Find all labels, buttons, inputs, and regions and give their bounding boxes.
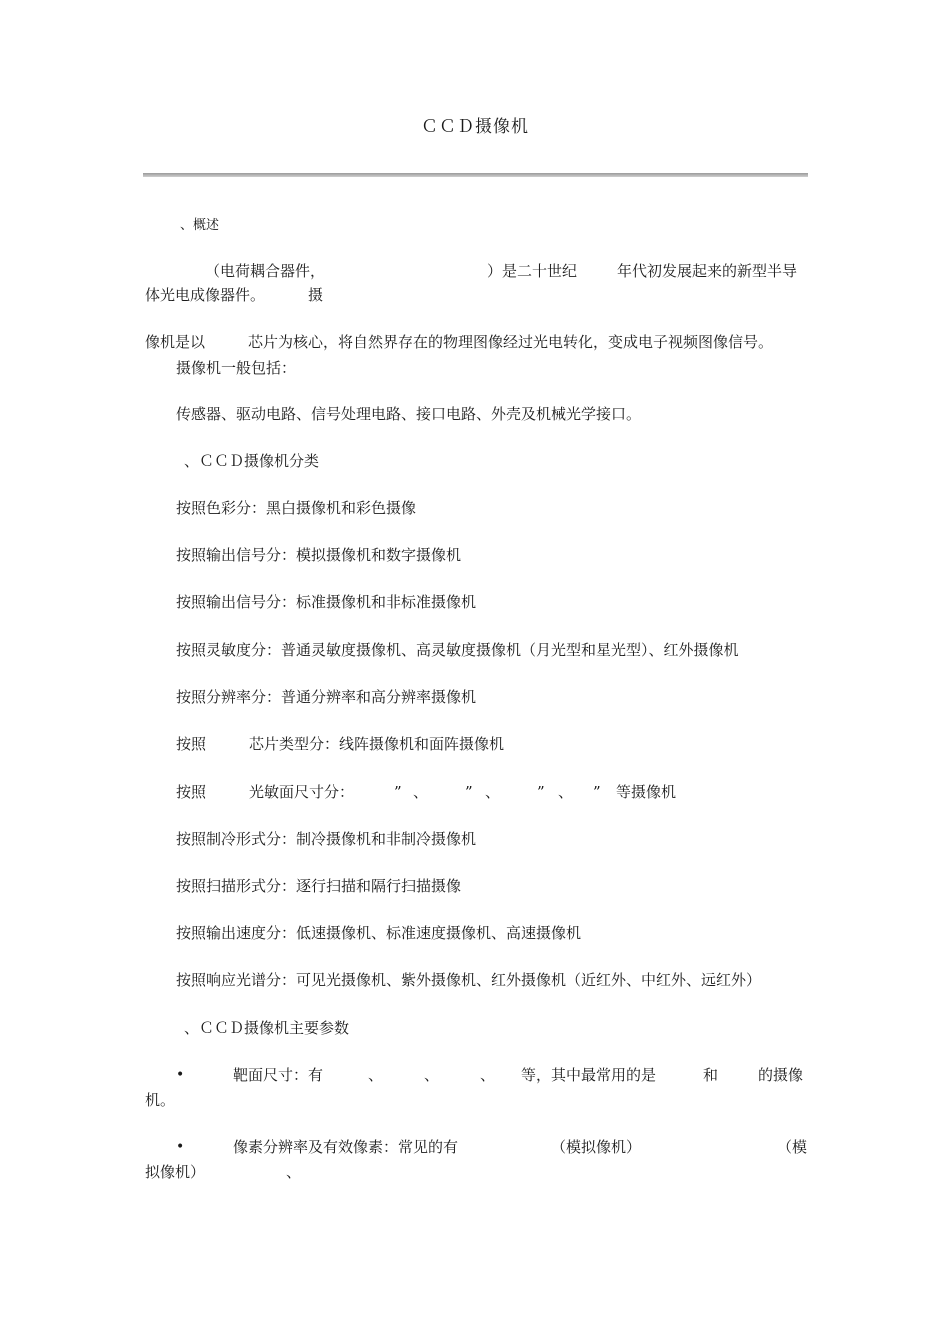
section-heading-overview: 、概述: [180, 218, 220, 233]
section-heading-classification: 、ＣＣＤ摄像机分类: [184, 452, 320, 470]
paragraph-text: 年代初发展起来的新型半导: [617, 262, 798, 280]
bullet-text: 等，其中最常用的是: [521, 1066, 657, 1084]
list-item: 按照输出速度分：低速摄像机、标准速度摄像机、高速摄像机: [176, 924, 582, 942]
list-item: 按照: [176, 735, 207, 753]
bullet-text: 的摄像: [758, 1066, 804, 1084]
paragraph-text: 传感器、驱动电路、信号处理电路、接口电路、外壳及机械光学接口。: [176, 405, 642, 423]
list-item: 、: [413, 783, 429, 801]
list-item: ”: [394, 783, 402, 801]
paragraph-text: 摄: [308, 286, 324, 304]
paragraph-text: 像机是以: [145, 333, 206, 351]
list-item: 芯片类型分：线阵摄像机和面阵摄像机: [249, 735, 505, 753]
paragraph-text: 摄像机一般包括：: [176, 359, 297, 377]
list-item: ”: [593, 783, 601, 801]
list-item: ”: [465, 783, 473, 801]
paragraph-text: （电荷耦合器件，: [205, 262, 326, 280]
page-title: ＣＣＤ摄像机: [421, 117, 529, 137]
list-item: ”: [537, 783, 545, 801]
bullet-text: 、: [480, 1066, 496, 1084]
list-item: 光敏面尺寸分：: [249, 783, 355, 801]
list-item: 按照扫描形式分：逐行扫描和隔行扫描摄像: [176, 877, 462, 895]
list-item: 按照灵敏度分：普通灵敏度摄像机、高灵敏度摄像机（月光型和星光型）、红外摄像机: [176, 641, 739, 659]
bullet-text: 、: [286, 1163, 302, 1181]
list-item: 按照分辨率分：普通分辨率和高分辨率摄像机: [176, 688, 477, 706]
paragraph-text: 体光电成像器件。: [145, 286, 266, 304]
bullet-text: 像素分辨率及有效像素：常见的有: [233, 1138, 459, 1156]
list-item: 按照输出信号分：模拟摄像机和数字摄像机: [176, 546, 462, 564]
list-item: 、: [558, 783, 574, 801]
section-heading-parameters: 、ＣＣＤ摄像机主要参数: [184, 1019, 350, 1037]
list-item: 按照响应光谱分：可见光摄像机、紫外摄像机、红外摄像机（近红外、中红外、远红外）: [176, 971, 762, 989]
bullet-text: 、: [424, 1066, 440, 1084]
bullet-icon: •: [176, 1139, 185, 1155]
bullet-text: 靶面尺寸：有: [233, 1066, 324, 1084]
list-item: 按照输出信号分：标准摄像机和非标准摄像机: [176, 593, 477, 611]
bullet-text: （模拟像机）: [551, 1138, 642, 1156]
title-divider: [143, 173, 808, 177]
bullet-text: 拟像机）: [145, 1163, 206, 1181]
paragraph-text: 芯片为核心，将自然界存在的物理图像经过光电转化，变成电子视频图像信号。: [248, 333, 774, 351]
bullet-text: 、: [368, 1066, 384, 1084]
list-item: 按照色彩分：黑白摄像机和彩色摄像: [176, 499, 417, 517]
list-item: 等摄像机: [616, 783, 677, 801]
bullet-text: 和: [703, 1066, 719, 1084]
list-item: 按照: [176, 783, 207, 801]
bullet-text: （模: [777, 1138, 808, 1156]
bullet-icon: •: [176, 1067, 185, 1083]
list-item: 按照制冷形式分：制冷摄像机和非制冷摄像机: [176, 830, 477, 848]
bullet-text: 机。: [145, 1091, 176, 1109]
paragraph-text: ）是二十世纪: [487, 262, 578, 280]
list-item: 、: [485, 783, 501, 801]
